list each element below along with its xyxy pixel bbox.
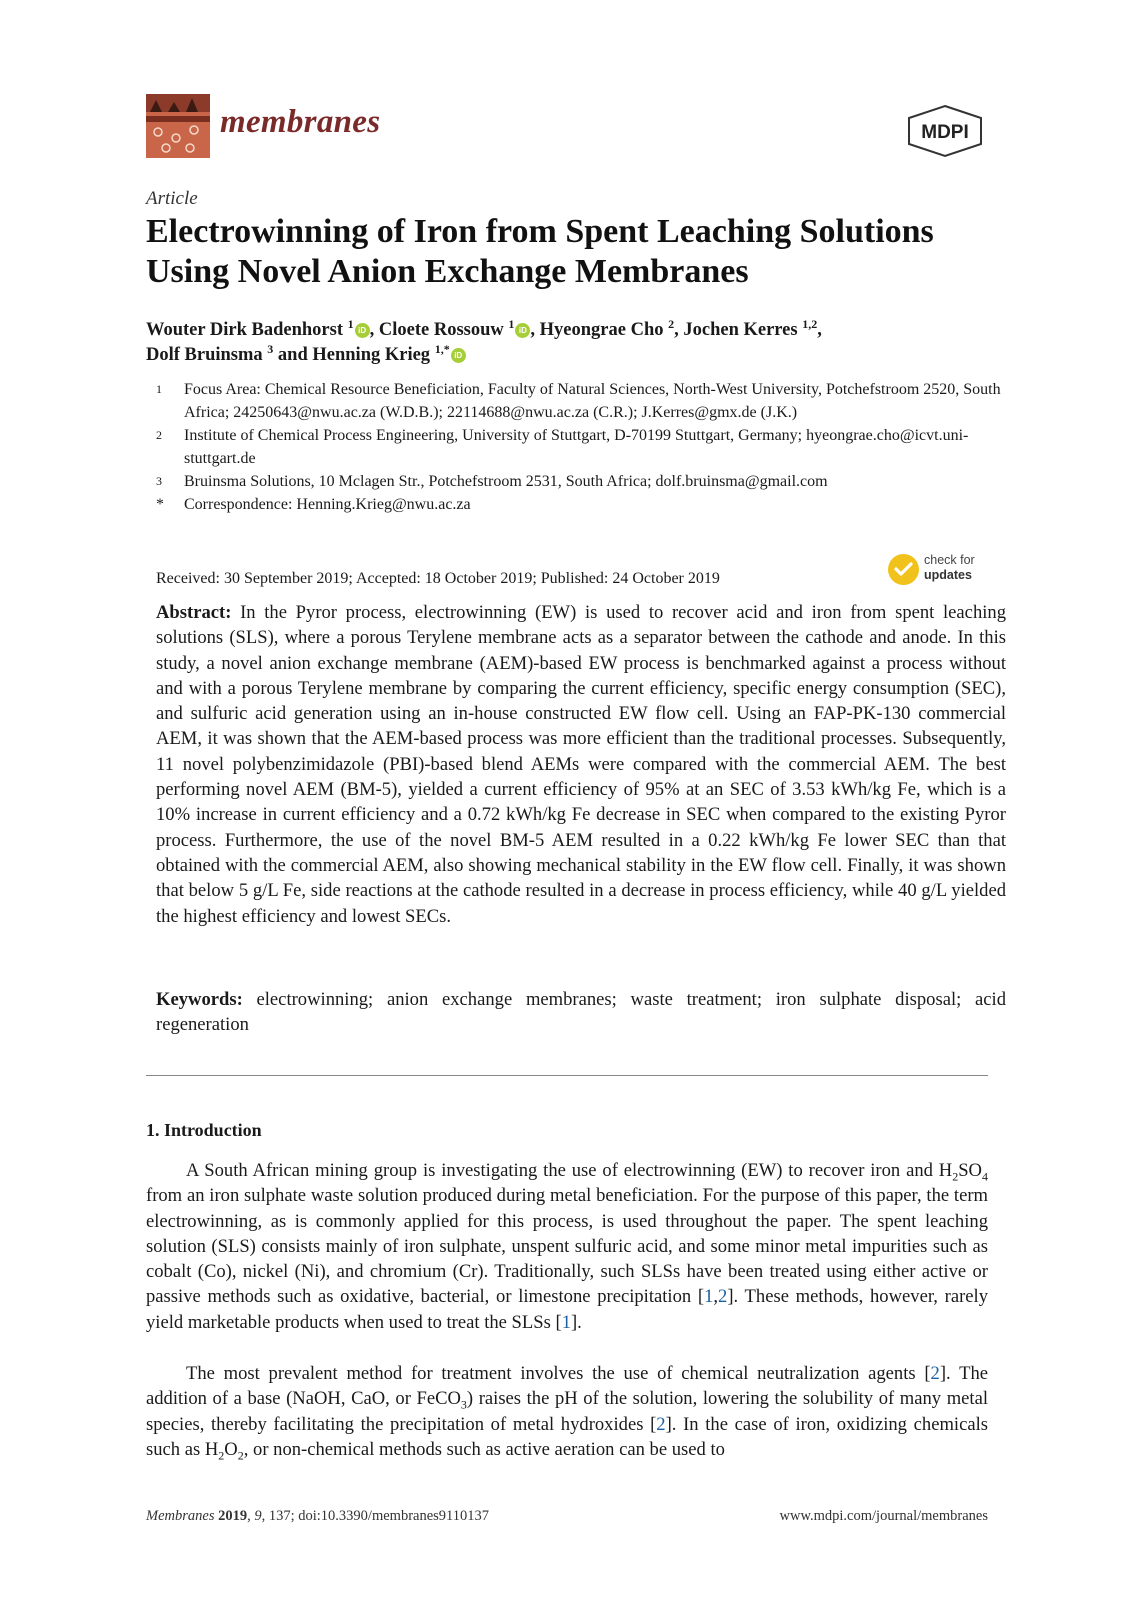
author-affiliation-mark: 1,* — [434, 341, 450, 356]
footer-year: 2019 — [218, 1508, 248, 1524]
section-heading: 1. Introduction — [146, 1120, 262, 1140]
subscript: 4 — [982, 1169, 988, 1184]
journal-logo — [146, 94, 210, 158]
author-name: Jochen Kerres — [683, 320, 798, 340]
citation-link[interactable]: 2 — [656, 1413, 666, 1435]
affiliation-text: Institute of Chemical Process Engineering, University of Stuttgart, D-70199 Stuttgart, Germany; hyeongrae.cho@icvt.uni-stuttgart.de — [184, 427, 969, 467]
citation-link[interactable]: 1 — [561, 1311, 571, 1333]
journal-name: membranes — [220, 104, 381, 140]
author-name: Hyeongrae Cho — [539, 320, 664, 340]
affiliations — [156, 378, 1006, 516]
text-run: ]. — [570, 1311, 582, 1333]
check-updates-line1: check for — [924, 553, 975, 567]
author-name: Henning Krieg — [312, 345, 431, 365]
text-run: ]. The addition of a base (NaOH, CaO, or FeCO — [146, 1363, 988, 1410]
text-run: ]. These methods, however, rarely yield marketable products when used to treat the SLSs [ — [146, 1286, 988, 1333]
affiliation — [156, 470, 1006, 493]
article-type: Article — [146, 188, 198, 209]
orcid-icon[interactable]: iD — [355, 323, 370, 338]
footer-journal: Membranes — [146, 1508, 215, 1524]
checkmark-icon — [888, 554, 919, 585]
keywords — [156, 987, 1006, 1038]
text-run: A South African mining group is investigating the use of electrowinning (EW) to recover iron and H — [186, 1160, 953, 1181]
check-updates-line2: updates — [924, 568, 972, 582]
subscript: 2 — [952, 1169, 959, 1184]
affiliation-mark: * — [156, 496, 164, 513]
check-updates-text — [924, 553, 975, 583]
affiliation — [156, 424, 1006, 470]
text-run: ) raises the pH of the solution, lowering the solubility of many metal species, thereby facilitating the precipitation of metal hydroxides [ — [146, 1388, 988, 1435]
orcid-icon[interactable]: iD — [451, 348, 466, 363]
abstract-text: In the Pyror process, electrowinning (EW) is used to recover acid and iron from spent leaching solutions (SLS), where a porous Terylene membrane acts as a separator between the cathode and anode. In this study, a novel anion exchange membrane (AEM)-based EW process is benchmarked against a process without and with a porous Terylene membrane by comparing the current efficiency, specific energy consumption (SEC), and sulfuric acid generation using an in-house constructed EW flow cell. Using an FAP-PK-130 commercial AEM, it was shown that the AEM-based process was more efficient than the traditional processes. Subsequently, 11 novel polybenzimidazole (PBI)-based blend AEMs were compared with the commercial AEM. The best performing novel AEM (BM-5), yielded a current efficiency of 95% at an SEC of 3.53 kWh/kg Fe, which is a 10% increase in current efficiency and a 0.72 kWh/kg Fe decrease in SEC when compared to the existing Pyror process. Furthermore, the use of the novel BM-5 AEM resulted in a 0.22 kWh/kg Fe lower SEC than that obtained with the commercial AEM, also showing mechanical stability in the EW flow cell. Finally, it was shown that below 5 g/L Fe, side reactions at the cathode resulted in a decrease in process efficiency, while 40 g/L yielded the highest efficiency and lowest SECs. — [156, 602, 1006, 927]
citation-link[interactable]: 2 — [930, 1363, 940, 1384]
text-run: , — [713, 1286, 719, 1308]
author-name: Cloete Rossouw — [378, 320, 504, 340]
author-affiliation-mark: 1 — [508, 316, 515, 331]
publication-dates: Received: 30 September 2019; Accepted: 18 October 2019; Published: 24 October 2019 — [156, 570, 720, 587]
subscript: 2 — [218, 1448, 225, 1463]
affiliation-mark: 2 — [156, 428, 162, 442]
affiliation-mark: 3 — [156, 474, 162, 488]
author-affiliation-mark: 1,2 — [802, 316, 818, 331]
text-run: SO — [958, 1160, 982, 1181]
footer-volume: 9 — [254, 1508, 262, 1524]
footer-citation: Membranes 2019, 9, 137; doi:10.3390/membranes9110137 — [146, 1508, 490, 1524]
abstract — [156, 600, 1006, 929]
footer-url[interactable]: www.mdpi.com/journal/membranes — [779, 1508, 988, 1524]
orcid-icon[interactable]: iD — [515, 323, 530, 338]
body-paragraph — [146, 1158, 988, 1335]
affiliation-correspondence — [156, 493, 1006, 516]
author-affiliation-mark: 2 — [668, 316, 675, 331]
affiliation-text: Bruinsma Solutions, 10 Mclagen Str., Potchefstroom 2531, South Africa; dolf.bruinsma@gmail.com — [184, 473, 828, 490]
text-run: The most prevalent method for treatment involves the use of chemical neutralization agents [ — [186, 1363, 931, 1384]
body-paragraph — [146, 1361, 988, 1462]
affiliation — [156, 378, 1006, 424]
keywords-label: Keywords: — [156, 989, 243, 1010]
author-name: Wouter Dirk Badenhorst — [146, 320, 344, 340]
author-affiliation-mark: 3 — [267, 341, 274, 356]
affiliation-mark: 1 — [156, 382, 162, 396]
footer-rest: , 137; doi:10.3390/membranes9110137 — [261, 1508, 490, 1524]
publisher-logo-text: MDPI — [921, 122, 969, 143]
article-title: Electrowinning of Iron from Spent Leaching Solutions Using Novel Anion Exchange Membranes — [146, 213, 934, 290]
citation-link[interactable]: 1 — [704, 1286, 714, 1308]
affiliation-text: Correspondence: Henning.Krieg@nwu.ac.za — [184, 496, 471, 513]
subscript: 3 — [460, 1398, 467, 1413]
text-run: O — [224, 1438, 238, 1460]
affiliation-text: Focus Area: Chemical Resource Beneficiation, Faculty of Natural Sciences, North-West University, Potchefstroom 2520, South Africa; 24250643@nwu.ac.za (W.D.B.); 22114688@nwu.ac.za (C.R.); J.Kerres@gmx.de (J.K.) — [184, 381, 1001, 421]
text-run: ]. In the case of iron, oxidizing chemicals such as H — [146, 1413, 988, 1460]
keywords-text: electrowinning; anion exchange membranes; waste treatment; iron sulphate disposal; acid regeneration — [156, 989, 1006, 1036]
subscript: 2 — [237, 1448, 244, 1463]
text-run: from an iron sulphate waste solution produced during metal beneficiation. For the purpose of this paper, the term electrowinning, as is commonly applied for this process, is used throughout the paper. The spent leaching solution (SLS) consists mainly of iron sulphate, unspent sulfuric acid, and some minor metal impurities such as cobalt (Co), nickel (Ni), and chromium (Cr). Traditionally, such SLSs have been treated using either active or passive methods such as oxidative, bacterial, or limestone precipitation [ — [146, 1185, 988, 1308]
text-run: , or non-chemical methods such as active aeration can be used to — [243, 1438, 725, 1460]
author-list: Wouter Dirk Badenhorst $^1$ iD , Cloete Rossouw $^1$ iD , Hyeongrae Cho $^2$, Jochen Kerres $^{1,2}$, Dolf Bruinsma $^3$ and Henning Krieg $^{1,*}$ iD — [146, 316, 822, 365]
abstract-label: Abstract: — [156, 602, 232, 623]
check-for-updates-badge[interactable] — [888, 553, 998, 589]
section-divider — [146, 1075, 988, 1076]
author-affiliation-mark: 1 — [347, 316, 354, 331]
publisher-logo — [905, 104, 985, 158]
citation-link[interactable]: 2 — [718, 1286, 728, 1308]
author-name: Dolf Bruinsma — [146, 345, 263, 365]
